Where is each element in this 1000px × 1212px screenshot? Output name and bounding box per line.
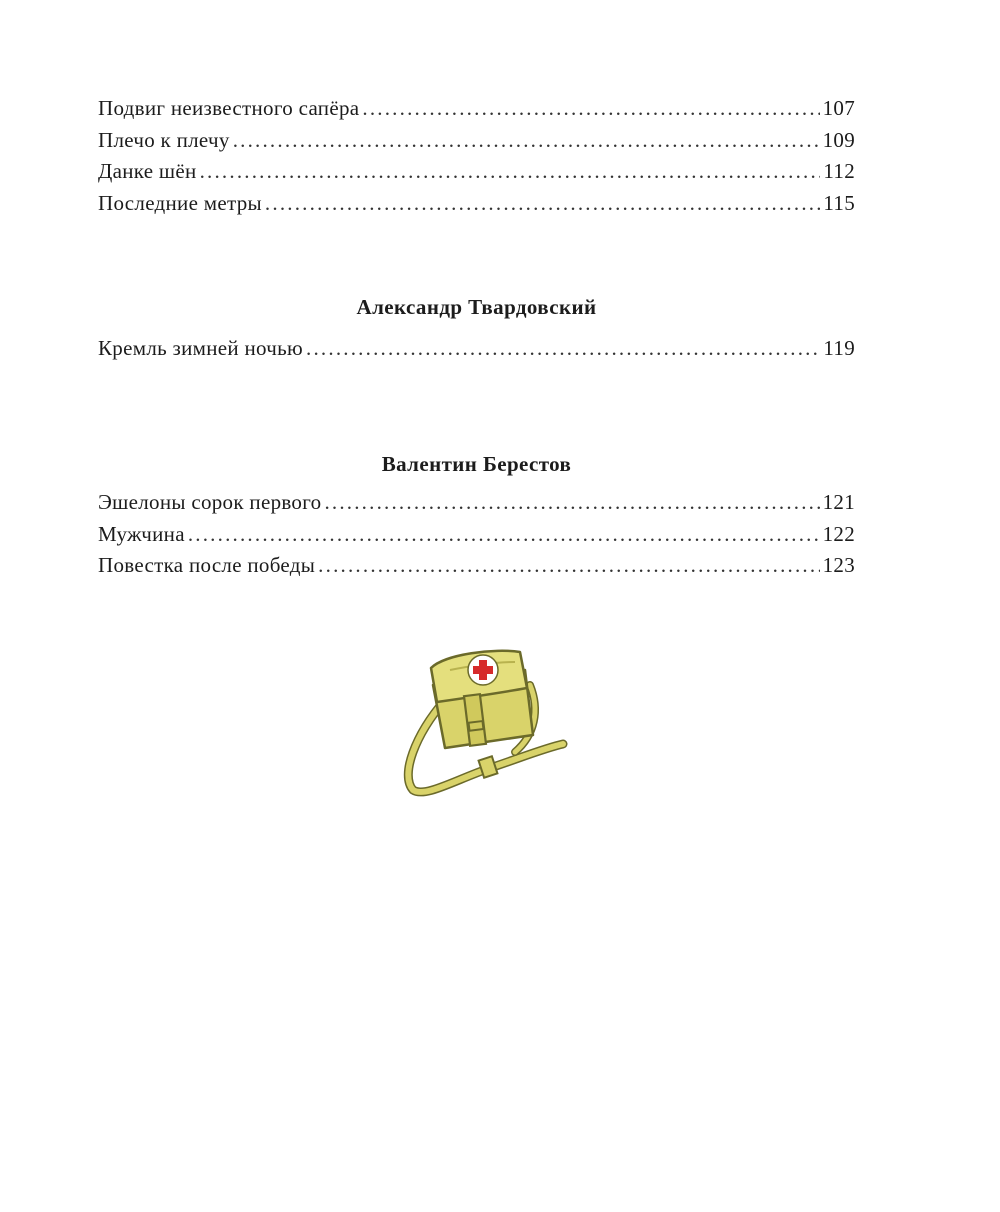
toc-entry — [98, 519, 855, 551]
toc-entry-page: 109 — [822, 127, 855, 152]
toc-section-1 — [98, 93, 855, 219]
author-heading: Александр Твардовский — [356, 295, 597, 319]
dot-leader — [306, 333, 820, 365]
dot-leader — [200, 156, 821, 188]
toc-entry-page: 115 — [823, 190, 855, 215]
dot-leader — [188, 519, 820, 551]
toc-entry — [98, 188, 855, 220]
toc-entry-page: 122 — [822, 521, 855, 546]
toc-entry-title: Кремль зимней ночью — [98, 336, 304, 360]
dot-leader — [265, 188, 820, 220]
toc-entry — [98, 156, 855, 188]
dot-leader — [362, 93, 819, 125]
dot-leader — [324, 487, 819, 519]
toc-entry-title: Подвиг неизвестного сапёра — [98, 96, 360, 120]
toc-entry — [98, 333, 855, 365]
toc-entry-title: Повестка после победы — [98, 553, 316, 577]
toc-entry-title: Последние метры — [98, 190, 262, 215]
dot-leader — [233, 125, 820, 157]
toc-entry-title: Данке шён — [98, 159, 197, 183]
toc-entry — [98, 487, 855, 519]
toc-section-3 — [98, 487, 855, 582]
toc-entry-page: 121 — [822, 490, 855, 514]
toc-entry-title: Эшелоны сорок первого — [98, 490, 322, 514]
toc-entry-page: 107 — [822, 96, 855, 120]
medical-bag-icon — [395, 640, 570, 800]
dot-leader — [318, 550, 819, 582]
toc-entry — [98, 550, 855, 582]
toc-entry — [98, 125, 855, 157]
toc-entry-title: Мужчина — [98, 521, 185, 546]
author-heading: Валентин Берестов — [381, 452, 572, 476]
toc-entry — [98, 93, 855, 125]
toc-section-2 — [98, 333, 855, 365]
toc-entry-title: Плечо к плечу — [98, 127, 230, 152]
toc-entry-page: 112 — [823, 159, 855, 183]
toc-entry-page: 119 — [823, 336, 855, 360]
toc-entry-page: 123 — [822, 553, 855, 577]
